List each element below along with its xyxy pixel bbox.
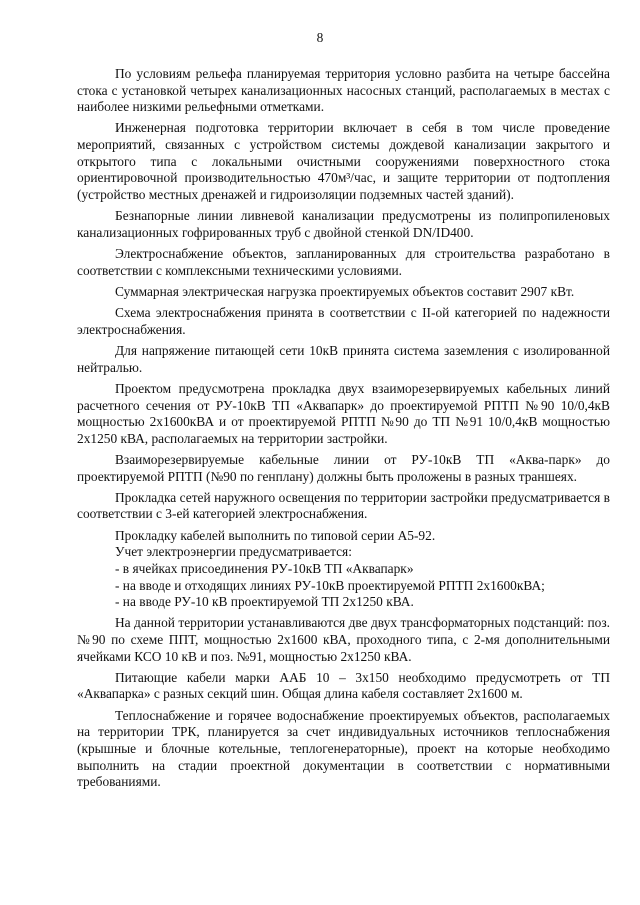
paragraph-separate-trenches: Взаиморезервируемые кабельные линии от РУ-10кВ ТП «Аква-парк» до проектируемой РПТП (№90 по генплану) должны быть проложены в разных траншеях. <box>77 451 610 484</box>
paragraph-feeder-cables: Питающие кабели марки ААБ 10 – 3х150 необходимо предусмотреть от ТП «Аквапарка» с разных секций шин. Общая длина кабеля составляет 2х1600 м. <box>77 669 610 702</box>
list-item-metering-3: - на вводе РУ-10 кВ проектируемой ТП 2х1250 кВА. <box>115 594 414 610</box>
paragraph-outdoor-lighting: Прокладка сетей наружного освещения по территории застройки предусматривается в соответствии с 3-ей категорией электроснабжения. <box>77 489 610 522</box>
paragraph-cable-laying-series: Прокладку кабелей выполнить по типовой серии А5-92. <box>115 527 436 543</box>
list-item-metering-1: - в ячейках присоединения РУ-10кВ ТП «Аквапарк» <box>115 560 414 576</box>
paragraph-substations: На данной территории устанавливаются две двух трансформаторных подстанций: поз. №90 по схеме ППТ, мощностью 2х1600 кВА, проходного типа, с 2-мя дополнительными ячейками КСО 10 кВ и поз. №91, мощностью 2х1250 кВА. <box>77 615 610 664</box>
paragraph-power-supply: Электроснабжение объектов, запланированных для строительства разработано в соответствии с комплексными техническими условиями. <box>77 246 610 278</box>
page-number: 8 <box>316 30 324 45</box>
paragraph-drainage-basins: По условиям рельефа планируемая территория условно разбита на четыре бассейна стока с установкой четырех канализационных насосных станций, располагаемых в местах с наиболее низкими рельефными отметками. <box>77 66 610 115</box>
list-item-metering-2: - на вводе и отходящих линиях РУ-10кВ проектируемой РПТП 2х1600кВА; <box>115 577 545 593</box>
paragraph-heat-supply: Теплоснабжение и горячее водоснабжение проектируемых объектов, располагаемых на территории ТРК, планируется за счет индивидуальных источников теплоснабжения (крышные и блочные котельные, теплогенераторные), проект на которые необходимо выполнить на стадии проектной документации в соответствии с нормативными требованиями. <box>77 707 610 790</box>
paragraph-total-load: Суммарная электрическая нагрузка проектируемых объектов составит 2907 кВт. <box>115 283 575 299</box>
paragraph-grounding-system: Для напряжение питающей сети 10кВ принята система заземления с изолированной нейтралью. <box>77 343 610 375</box>
paragraph-cable-lines: Проектом предусмотрена прокладка двух взаиморезервируемых кабельных линий расчетного сечения от РУ-10кВ ТП «Аквапарк» до проектируемой РПТП №90 10/0,4кВ мощностью 2х1600кВА и от проектируемой РПТП №90 до ТП №91 10/0,4кВ мощностью 2х1250 кВА, располагаемых на территории застройки. <box>77 380 610 446</box>
paragraph-reliability-category: Схема электроснабжения принята в соответствии с II-ой категорией по надежности электроснабжения. <box>77 305 610 337</box>
paragraph-storm-sewer-pipes: Безнапорные линии ливневой канализации предусмотрены из полипропиленовых канализационных гофрированных труб с двойной стенкой DN/ID400. <box>77 208 610 240</box>
paragraph-engineering-preparation: Инженерная подготовка территории включает в себя в том числе проведение мероприятий, связанных с устройством системы дождевой канализации закрытого и открытого типа с локальными очистными сооружениями поверхностного стока ориентировочной производительностью 470м³/час, и защите территории от подтопления (устройство местных дренажей и гидроизоляции подземных частей зданий). <box>77 120 610 202</box>
document-body <box>77 66 610 795</box>
paragraph-metering-intro: Учет электроэнергии предусматривается: <box>115 544 352 560</box>
